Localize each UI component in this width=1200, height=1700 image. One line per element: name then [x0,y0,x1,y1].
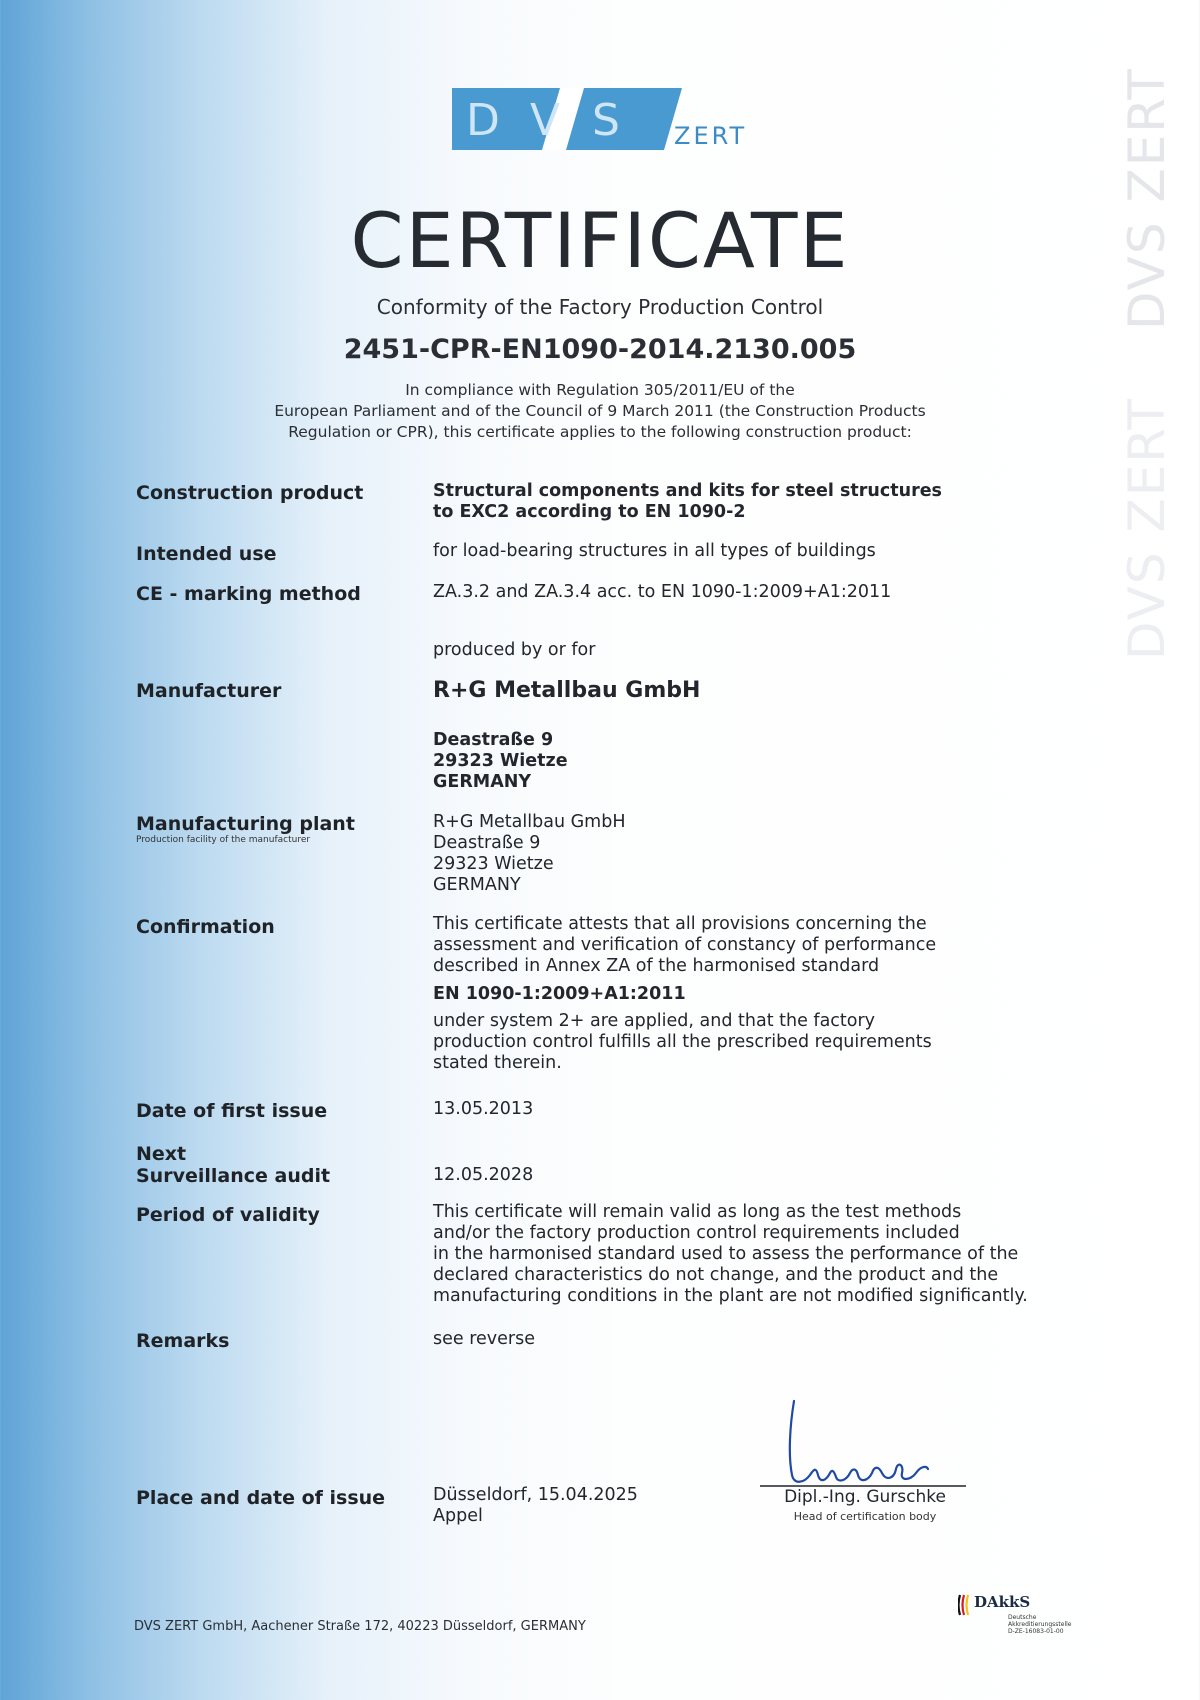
confirmation-line: described in Annex ZA of the harmonised standard [433,956,880,976]
signature-graphic [760,1395,970,1500]
plant-sublabel: Production facility of the manufacturer [136,835,311,845]
dakks-details [1008,1614,1071,1635]
place-date-signer: Appel [433,1506,483,1526]
plant-line: Deastraße 9 [433,833,541,853]
certificate-number: 2451-CPR-EN1090-2014.2130.005 [343,334,857,365]
intro-line: Regulation or CPR), this certificate applies to the following construction product: [288,423,912,441]
plant-line: GERMANY [433,875,521,895]
signatory-name: Dipl.-Ing. Gurschke [784,1487,946,1507]
certificate-subtitle: Conformity of the Factory Production Control [376,295,824,319]
plant-line: R+G Metallbau GmbH [433,812,626,832]
confirmation-line: stated therein. [433,1053,562,1073]
dakks-name: DAkkS [974,1593,1031,1611]
dakks-line: Deutsche [1008,1614,1037,1621]
confirmation-standard: EN 1090-1:2009+A1:2011 [433,984,686,1004]
signatory-role: Head of certification body [793,1510,937,1523]
confirmation-line: assessment and verification of constancy of performance [433,935,937,955]
dakks-line: D-ZE-16083-01-00 [1008,1628,1064,1635]
value-remarks: see reverse [433,1329,535,1349]
plant-label-text: Manufacturing plant [136,813,355,835]
svg-text:S: S [592,95,620,146]
construction-product-line: to EXC2 according to EN 1090-2 [433,502,746,522]
surveillance-label-line: Surveillance audit [136,1165,331,1187]
dakks-flag-icon [958,1594,974,1616]
confirmation-line: production control fulfills all the prescribed requirements [433,1032,932,1052]
produced-by-text: produced by or for [433,640,596,660]
value-validity [433,1202,1113,1307]
address-line: Deastraße 9 [433,730,554,750]
place-date-value: Düsseldorf, 15.04.2025 [433,1485,638,1505]
signature [760,1395,970,1500]
label-first-issue: Date of first issue [136,1100,328,1122]
label-manufacturing-plant [136,813,355,846]
value-ce-marking: ZA.3.2 and ZA.3.4 acc. to EN 1090-1:2009+A1:2011 [433,582,892,602]
value-confirmation [433,914,1113,1074]
validity-line: This certificate will remain valid as long as the test methods [433,1202,962,1222]
watermark-text: DVS ZERT [1118,67,1176,330]
svg-text:D: D [466,95,518,146]
label-confirmation: Confirmation [136,916,275,938]
confirmation-line: under system 2+ are applied, and that the factory [433,1011,876,1031]
watermark-text: DVS ZERT [1118,397,1176,660]
dakks-line: Akkreditierungsstelle [1008,1621,1072,1628]
dvs-zert-logo [452,88,772,158]
intro-text [0,380,1200,443]
label-validity: Period of validity [136,1204,320,1226]
label-ce-marking: CE - marking method [136,583,361,605]
label-intended-use: Intended use [136,543,277,565]
label-place-date: Place and date of issue [136,1487,386,1509]
intro-line: European Parliament and of the Council of 9 March 2011 (the Construction Products [274,402,926,420]
certificate-title: CERTIFICATE [350,196,850,285]
label-construction-product: Construction product [136,482,364,504]
dakks-logo [958,1590,1098,1640]
value-manufacturer-name: R+G Metallbau GmbH [433,678,701,703]
value-manufacturer-address [433,730,1113,793]
svg-text:V: V [530,95,561,146]
value-first-issue: 13.05.2013 [433,1099,534,1119]
value-manufacturing-plant [433,812,1113,896]
value-intended-use: for load-bearing structures in all types of buildings [433,541,876,561]
intro-line: In compliance with Regulation 305/2011/EU of the [405,381,795,399]
logo-zert-text: ZERT [674,122,748,150]
confirmation-line: This certificate attests that all provisions concerning the [433,914,927,934]
validity-line: manufacturing conditions in the plant are not modified significantly. [433,1286,1028,1306]
label-manufacturer: Manufacturer [136,680,282,702]
value-construction-product [433,481,1113,523]
label-surveillance [136,1143,330,1187]
label-remarks: Remarks [136,1330,230,1352]
address-line: GERMANY [433,772,532,792]
value-surveillance: 12.05.2028 [433,1165,534,1185]
plant-line: 29323 Wietze [433,854,554,874]
validity-line: and/or the factory production control requirements included [433,1223,960,1243]
validity-line: in the harmonised standard used to assess the performance of the [433,1244,1019,1264]
address-line: 29323 Wietze [433,751,568,771]
validity-line: declared characteristics do not change, and the product and the [433,1265,999,1285]
surveillance-label-line: Next [136,1143,187,1165]
construction-product-line: Structural components and kits for steel structures [433,481,942,501]
footer-address: DVS ZERT GmbH, Aachener Straße 172, 40223 Düsseldorf, GERMANY [134,1619,586,1634]
